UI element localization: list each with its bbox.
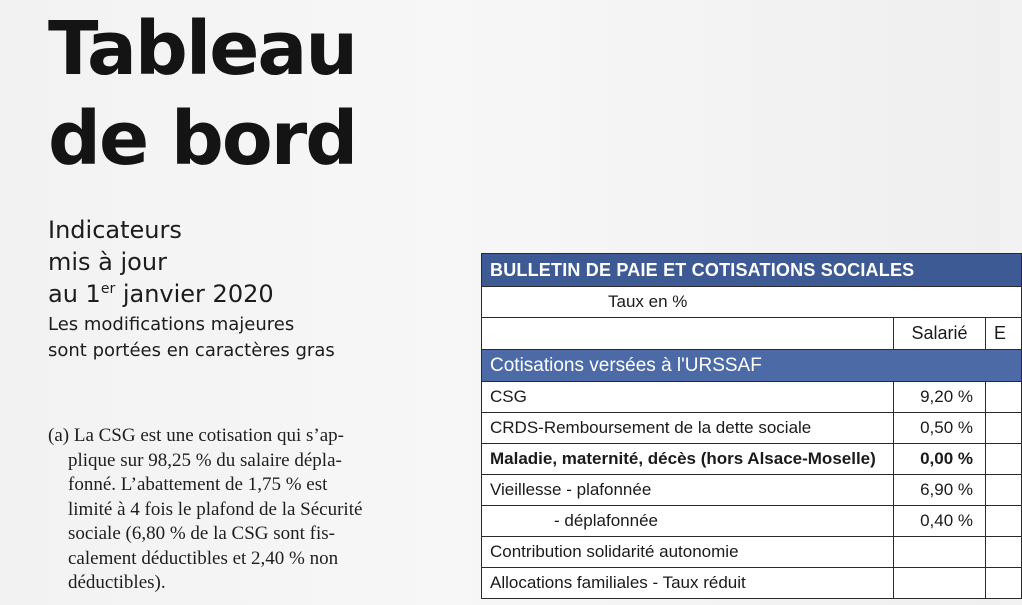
csg-footnote [48,424,418,596]
row-employeur-rate [986,568,1022,599]
row-salarie-rate [894,537,986,568]
table-row [482,413,1022,444]
column-header-salarie: Salarié [894,318,986,350]
payroll-table-container [481,253,1021,599]
subtitle-line-3 [48,278,274,310]
section-header-row [482,350,1022,382]
row-salarie-rate: 9,20 % [894,382,986,413]
subtitle [48,214,274,310]
row-salarie-rate: 0,50 % [894,413,986,444]
footnote-line-4: limité à 4 fois le plafond de la Sécurité [68,498,363,520]
row-salarie-rate: 0,40 % [894,506,986,537]
row-employeur-rate [986,537,1022,568]
row-label: Vieillesse - plafonnée [482,475,894,506]
page-title [48,4,356,184]
note-line-2: sont portées en caractères gras [48,340,335,361]
subtitle-date-suffix: janvier 2020 [115,280,274,308]
table-row [482,444,1022,475]
footnote-line-6: calement déductibles et 2,40 % non [68,547,339,569]
page-title-line-1: Tableau [48,6,357,92]
table-row [482,568,1022,599]
column-header-employeur: E [986,318,1022,350]
row-employeur-rate [986,382,1022,413]
table-row [482,382,1022,413]
row-employeur-rate [986,444,1022,475]
footnote-line-3: fonné. L’abattement de 1,75 % est [68,474,328,495]
table-row [482,475,1022,506]
column-header-label [482,318,894,350]
row-employeur-rate [986,506,1022,537]
subtitle-date-superscript: er [100,281,116,297]
footnote-line-7: déductibles). [68,572,166,593]
payroll-contributions-table [481,253,1022,599]
footnote-line-5: sociale (6,80 % de la CSG sont fis- [68,523,336,544]
subtitle-date-prefix: au 1 [48,280,101,308]
footnote-line-1: (a) La CSG est une cotisation qui s’ap- [48,425,345,446]
row-label: Contribution solidarité autonomie [482,537,894,568]
row-salarie-rate [894,568,986,599]
subtitle-line-2: mis à jour [48,248,167,276]
row-label: CRDS-Remboursement de la dette sociale [482,413,894,444]
column-header-row [482,318,1022,350]
table-title: BULLETIN DE PAIE ET COTISATIONS SOCIALES [482,254,1022,287]
bold-changes-note [48,312,335,364]
table-title-row [482,254,1022,287]
row-employeur-rate [986,413,1022,444]
footnote-line-2: plique sur 98,25 % du salaire dépla- [68,449,342,471]
row-employeur-rate [986,475,1022,506]
table-row [482,537,1022,568]
row-label: - déplafonnée [482,506,894,537]
page-title-line-2: de bord [48,96,357,182]
note-line-1: Les modifications majeures [48,314,295,335]
rate-unit-label: Taux en % [482,287,1022,318]
subtitle-line-1: Indicateurs [48,216,182,244]
row-label: Maladie, maternité, décès (hors Alsace-Moselle) [482,444,894,475]
section-header-urssaf: Cotisations versées à l'URSSAF [482,350,1022,382]
row-salarie-rate: 0,00 % [894,444,986,475]
row-salarie-rate: 6,90 % [894,475,986,506]
row-label: CSG [482,382,894,413]
table-row [482,506,1022,537]
rate-unit-row [482,287,1022,318]
row-label: Allocations familiales - Taux réduit [482,568,894,599]
